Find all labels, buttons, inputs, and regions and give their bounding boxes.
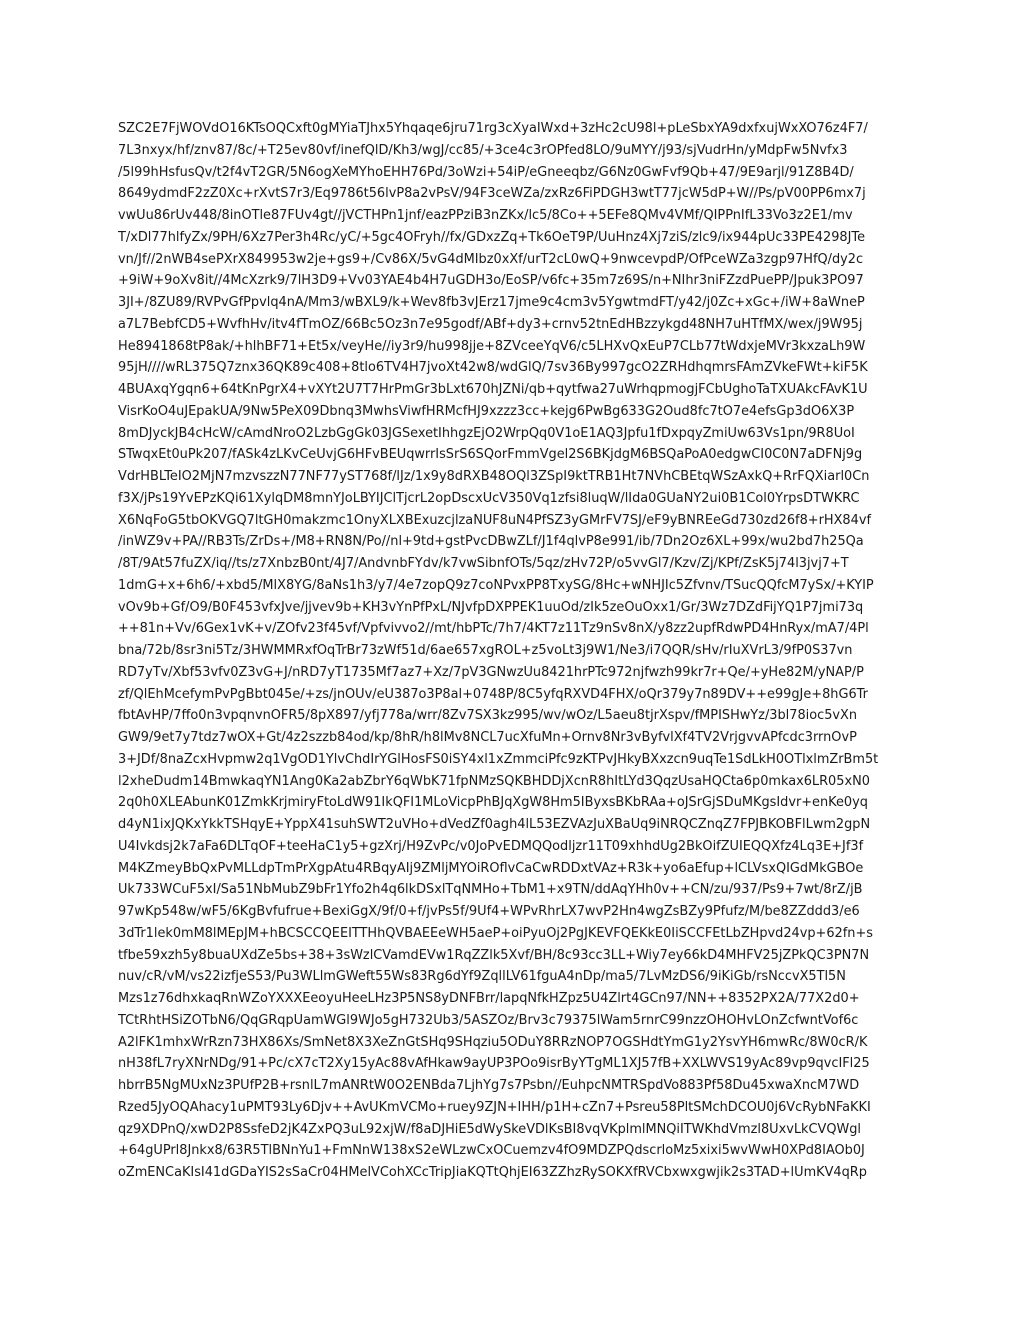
text-line: zf/QlEhMcefymPvPgBbt045e/+zs/jnOUv/eU387o3P8al+0748P/8C5yfqRXVD4FHX/oQr379y7n89DV++e99gJe+8hG6Tr xyxy=(118,686,868,702)
text-line: ++81n+Vv/6Gex1vK+v/ZOfv23f45vf/Vpfvivvo2//mt/hbPTc/7h7/4KT7z11Tz9nSv8nX/y8zz2upfRdwPD4HnRyx/mA7/4Pl xyxy=(118,621,869,637)
text-line: oZmENCaKIsI41dGDaYIS2sSaCr04HMelVCohXCcTripJiaKQTtQhjEI63ZZhzRySOKXfRVCbxwxgwjik2s3TAD+lUmKV4qRp xyxy=(118,1165,867,1180)
text-line: 1dmG+x+6h6/+xbd5/MlX8YG/8aNs1h3/y7/4e7zopQ9z7coNPvxPP8TxySG/8Hc+wNHJIc5Zfvnv/TSucQQfcM7ySx/+KYIP xyxy=(118,577,874,593)
text-line: 97wKp548w/wF5/6KgBvfufrue+BexiGgX/9f/0+f/jvPs5f/9Uf4+WPvRhrLX7wvP2Hn4wgZsBZy9Pfufz/M/be8ZZddd3/e6 xyxy=(118,904,860,919)
text-line: nuv/cR/vM/vs22izfjeS53/Pu3WLlmGWeft55Ws83Rg6dYf9ZqllLV61fguA4nDp/ma5/7LvMzDS6/9iKiGb/rsNccvX5Tl5N xyxy=(118,969,846,985)
text-line: vn/Jf//2nWB4sePXrX849953w2je+gs9+/Cv86X/5vG4dMIbz0xXf/urT2cL0wQ+9nwcevpdP/OfPceWZa3zgp97HfQ/dy2c xyxy=(118,251,864,267)
text-line: vOv9b+Gf/O9/B0F453vfxJve/jjvev9b+KH3vYnPfPxL/NJvfpDXPPEK1uuOd/zIk5zeOuOxx1/Gr/3Wz7DZdFijYQ1P7jmi73q xyxy=(118,599,864,615)
text-line: +64gUPrl8Jnkx8/63R5TlBNnYu1+FmNnW138xS2eWLzwCxOCuemzv4fO9MDZPQdscrloMz5xixi5wvWwH0XPd8IAOb0J xyxy=(118,1143,865,1159)
text-line: hbrrB5NgMUxNz3PUfP2B+rsnlL7mANRtW0O2ENBda7LjhYg7s7Psbn//EuhpcNMTRSpdVo883Pf58Du45xwaXncM7WD xyxy=(118,1078,860,1093)
text-line: M4KZmeyBbQxPvMLLdpTmPrXgpAtu4RBqyAIj9ZMljMYOiROflvCaCwRDDxtVAz+R3k+yo6aEfup+lCLVsxQIGdMkGBOe xyxy=(118,860,864,876)
text-line: d4yN1ixJQKxYkkTSHqyE+YppX41suhSWT2uVHo+dVedZf0agh4lL53EZVAzJuXBaUq9iNRQCZnqZ7FPJBKOBFlLwm2gpN xyxy=(118,817,871,832)
text-line: f3X/jPs19YvEPzKQi61XylqDM8mnYJoLBYIJClTjcrL2opDscxUcV350Vq1zfsi8luqW/lIda0GUaNY2ui0B1Col0YrpsDTWKRC xyxy=(118,490,860,506)
text-line: TCtRhtHSiZOTbN6/QqGRqpUamWGl9WJo5gH732Ub3/5ASZOz/Brv3c79375lWam5rnrC99nzzOHOHvLOnZcfwntVof6c xyxy=(118,1012,859,1028)
text-line: l2xheDudm14BmwkaqYN1Ang0Ka2abZbrY6qWbK71fpNMzSQKBHDDjXcnR8hItLYd3QqzUsaHQCta6p0mkax6LR05xN0 xyxy=(118,773,870,789)
text-line: 95jH////wRL375Q7znx36QK89c408+8tlo6TV4H7jvoXt42w8/wdGlQ/7sv36By997gcO2ZRHdhqmrsFAmZVkeFWt+kiF5K xyxy=(118,360,868,376)
text-line: bna/72b/8sr3ni5Tz/3HWMMRxfOqTrBr73zWf51d/6ae657xgROL+z5voLt3j9W1/Ne3/i7QQR/sHv/rIuXVrL3/9fP0S37vn xyxy=(118,643,853,658)
text-line: 8mDJyckJB4cHcW/cAmdNroO2LzbGgGk03JGSexetIhhgzEjO2WrpQq0V1oE1AQ3Jpfu1fDxpqyZmiUw63Vs1pn/9R8UoI xyxy=(118,425,855,441)
text-line: Uk733WCuF5xI/Sa51NbMubZ9bFr1Yfo2h4q6lkDSxlTqNMHo+TbM1+x9TN/ddAqYHh0v++CN/zu/937/Ps9+7wt/8rZ/jB xyxy=(118,882,863,898)
text-line: qz9XDPnQ/xwD2P8SsfeD2jK4ZxPQ3uL92xjW/f8aDJHiE5dWySkeVDlKsBI8vqVKplmlMNQiITWKhdVmzl8UxvLkCVQWgl xyxy=(118,1121,861,1137)
text-line: 3+JDf/8naZcxHvpmw2q1VgOD1YlvChdIrYGlHosFS0iSY4xl1xZmmciPfc9zKTPvJHkyBXxzcn9uqTe1SdLkH0OTlxlmZrBm5t xyxy=(118,751,879,767)
text-line: X6NqFoG5tbOKVGQ7ltGH0makzmc1OnyXLXBExuzcjlzaNUF8uN4PfSZ3yGMrFV7SJ/eF9yBNREeGd730zd26f8+rHX84vf xyxy=(118,512,871,528)
text-line: a7L7BebfCD5+WvfhHv/itv4fTmOZ/66Bc5Oz3n7e95godf/ABf+dy3+crnv52tnEdHBzzykgd48NH7uHTfMX/wex/j9W95j xyxy=(118,316,863,332)
text-line: 8649ydmdF2zZ0Xc+rXvtS7r3/Eq9786t56lvP8a2vPsV/94F3ceWZa/zxRz6FiPDGH3wtT77jcW5dP+W//Ps/pV00PP6mx7j xyxy=(118,186,866,202)
text-line: fbtAvHP/7ffo0n3vpqnvnOFR5/8pX897/yfj778a/wrr/8Zv7SX3kz995/wv/wOz/L5aeu8tjrXspv/fMPISHwYz/3bl78ioc5vXn xyxy=(118,708,858,724)
text-line: 4BUAxqYgqn6+64tKnPgrX4+vXYt2U7T7HrPmGr3bLxt670hJZNi/qb+qytfwa27uWrhqpmogjFCbUghoTaTXUAkcFAvK1U xyxy=(118,382,868,397)
text-line: He8941868tP8ak/+hlhBF71+Et5x/veyHe//iy3r9/hu998jje+8ZVceeYqV6/c5LHXvQxEuP7CLb77tWdxjeMVr3kxzaLh9W xyxy=(118,338,866,354)
text-line: 2q0h0XLEAbunK01ZmkKrjmiryFtoLdW91IkQFI1MLoVicpPhBJqXgW8Hm5IByxsBKbRAa+oJSrGjSDuMKgsIdvr+enKe0yq xyxy=(118,795,868,811)
text-line: VdrHBLTeIO2MjN7mzvszzN77NF77yST768f/lJz/1x9y8dRXB48OQl3ZSpI9ktTRB1Ht7NVhCBEtqWSzAxkQ+RrFQXiarl0Cn xyxy=(118,469,870,484)
text-line: 3dTr1lek0mM8lMEpJM+hBCSCCQEEITTHhQVBAEEeWH5aeP+oiPyuOj2PgJKEVFQEKkE0IiSCCFEtLbZHpvd24vp+62fn+s xyxy=(118,925,873,941)
text-line: tfbe59xzh5y8buaUXdZe5bs+38+3sWzlCVamdEVw1RqZZlk5Xvf/BH/8c93cc3LL+Wiy7ey66kD4MHFV25jZPkQC3PN7N xyxy=(118,947,870,963)
text-line: nH38fL7ryXNrNDg/91+Pc/cX7cT2Xy15yAc88vAfHkaw9ayUP3POo9isrByYTgML1XJ57fB+XXLWVS19yAc89vp9qvcIFl25 xyxy=(118,1056,870,1072)
text-line: A2lFK1mhxWrRzn73HX86Xs/SmNet8X3XeZnGtSHq9SHqziu5ODuY8RRzNOP7OGSHdtYmG1y2YsvYH6mwRc/8W0cR/K xyxy=(118,1034,868,1050)
text-line: /8T/9At57fuZX/iq//ts/z7XnbzB0nt/4J7/AndvnbFYdv/k7vwSibnfOTs/5qz/zHv72P/o5vvGl7/Kzv/Zj/KPf/ZsK5j74l3jvj7+T xyxy=(118,556,849,571)
text-line: Mzs1z76dhxkaqRnWZoYXXXEeoyuHeeLHz3P5NS8yDNFBrr/lapqNfkHZpz5U4Zlrt4GCn97/NN++8352PX2A/77X2d0+ xyxy=(118,991,860,1006)
text-line: +9iW+9oXv8it//4McXzrk9/7lH3D9+Vv03YAE4b4H7uGDH3o/EoSP/v6fc+35m7z69S/n+NIhr3niFZzdPuePP/Jpuk3PO97 xyxy=(118,273,864,289)
text-line: /inWZ9v+PA//RB3Ts/ZrDs+/M8+RN8N/Po//nl+9td+gstPvcDBwZLf/J1f4qlvP8e991/ib/7Dn2Oz6XL+99x/wu2bd7h25Qa xyxy=(118,534,864,550)
text-line: RD7yTv/Xbf53vfv0Z3vG+J/nRD7yT1735Mf7az7+Xz/7pV3GNwzUu8421hrPTc972njfwzh99kr7r+Qe/+yHe82M/yNAP/P xyxy=(118,664,864,680)
text-line: VisrKoO4uJEpakUA/9Nw5PeX09Dbnq3MwhsViwfHRMcfHJ9xzzz3cc+kejg6PwBg633G2Oud8fc7tO7e4efsGp3dO6X3P xyxy=(118,403,855,419)
text-line: vwUu86rUv448/8inOTle87FUv4gt//jVCTHPn1jnf/eazPPziB3nZKx/lc5/8Co++5EFe8QMv4VMf/QIPPnIfL33Vo3z2E1/mv xyxy=(118,208,853,223)
text-line: STwqxEt0uPk207/fASk4zLKvCeUvjG6HFvBEUqwrrIsSrS6SQorFmmVgel2S6BKjdgM6BSQaPoA0edgwCI0C0N7aDFNj9g xyxy=(118,447,863,463)
text-line: GW9/9et7y7tdz7wOX+Gt/4z2szzb84od/kp/8hR/h8lMv8NCL7ucXfuMn+Ornv8Nr3vByfvlXf4TV2VrjgvvAPfcdc3rrnOvP xyxy=(118,730,857,745)
text-line: SZC2E7FjWOVdO16KTsOQCxft0gMYiaTJhx5Yhqaqe6jru71rg3cXyaIWxd+3zHc2cU98l+pLeSbxYA9dxfxujWxXO76z4F7/ xyxy=(118,121,868,136)
text-line: Rzed5JyOQAhacy1uPMT93Ly6Djv++AvUKmVCMo+ruey9ZJN+IHH/p1H+cZn7+Psreu58PltSMchDCOU0j6VcRybNFaKKI xyxy=(118,1099,871,1115)
text-line: 7L3nxyx/hf/znv87/8c/+T25ev80vf/inefQlD/Kh3/wgJ/cc85/+3ce4c3rOPfed8LO/9uMYY/j93/sjVudrHn/yMdpFw5Nvfx3 xyxy=(118,142,848,158)
text-line: U4Ivkdsj2k7aFa6DLTqOF+teeHaC1y5+gzXrj/H9ZvPc/v0JoPvEDMQQodljzr11T09xhhdUg2BkOifZUIEQQXfz4Lq3E+Jf3f xyxy=(118,838,864,854)
text-line: 3JI+/8ZU89/RVPvGfPpvlq4nA/Mm3/wBXL9/k+Wev8fb3vJErz17jme9c4cm3v5YgwtmdFT/y42/j0Zc+xGc+/iW+8aWneP xyxy=(118,295,865,310)
text-line: /5l99hHsfusQv/t2f4vT2GR/5N6ogXeMYhoEHH76Pd/3oWzi+54iP/eGneeqbz/G6Nz0GwFvf9Qb+47/9E9arjl/91Z8B4D/ xyxy=(118,164,854,180)
text-line: T/xDl77hlfyZx/9PH/6Xz7Per3h4Rc/yC/+5gc4OFryh//fx/GDxzZq+Tk6OeT9P/UuHnz4Xj7ziS/zlc9/ix944pUc33PE4298JTe xyxy=(118,229,866,245)
encoded-text-block xyxy=(118,118,918,1184)
